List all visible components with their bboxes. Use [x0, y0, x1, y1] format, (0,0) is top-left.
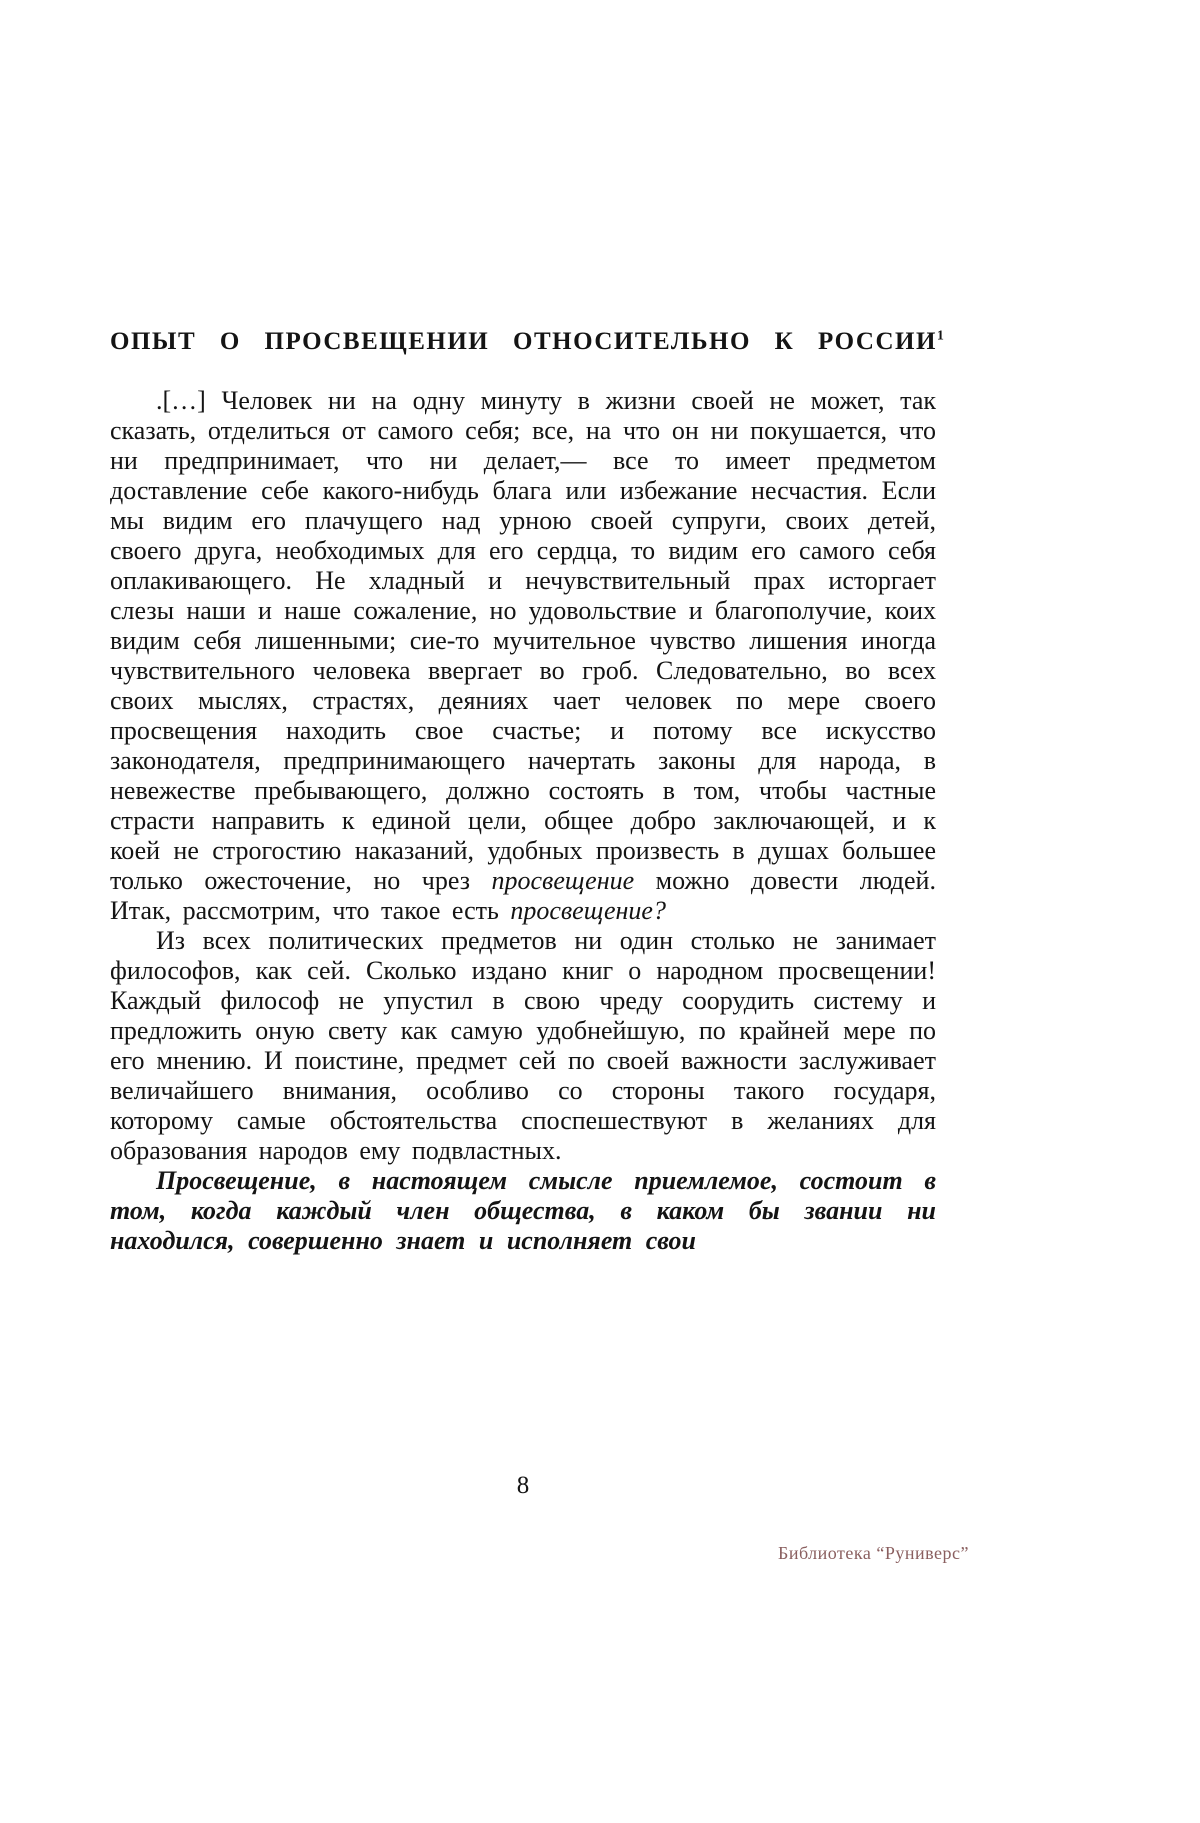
text-block [110, 328, 944, 1256]
text-segment: можно довести людей. Итак, рассмотрим, что такое есть [110, 866, 936, 925]
text-segment: .[…] Человек ни на одну минуту в жизни своей не может, так сказать, отделиться от самого себя; все, на что он ни покушается, что ни предпринимает, что ни делает,— все то имеет предметом доставление себе какого-нибудь блага или избежание несчастия. Если мы видим его плачущего над урною своей супруги, своих детей, своего друга, необходимых для его сердца, то видим его самого себя оплакивающего. Не хладный и нечувствительный прах исторгает слезы наши и наше сожаление, но удовольствие и благополучие, коих видим себя лишенными; сие-то мучительное чувство лишения иногда чувствительного человека ввергает во гроб. Следовательно, во всех своих мыслях, страстях, деяниях чает человек по мере своего просвещения находить свое счастье; и потому все искусство законодателя, предпринимающего начертать законы для народа, в невежестве пребывающего, должно состоять в том, чтобы частные страсти направить к единой цели, общее добро заключающей, и к коей не строгостию наказаний, удобных произвесть в душах большее только ожесточение, но чрез [110, 386, 936, 895]
emphasized-text: просвещение [491, 866, 635, 895]
body-text [110, 386, 936, 1256]
emphasized-text: просвещение? [510, 896, 666, 925]
paragraph [110, 1166, 936, 1256]
footnote-marker: 1 [936, 328, 944, 344]
page-number: 8 [516, 1472, 530, 1499]
paragraph [110, 386, 936, 926]
page-title [110, 328, 944, 356]
text-segment: Просвещение, в настоящем смысле приемлемое, состоит в том, когда каждый член общества, в каком бы звании ни находился, совершенно знает и исполняет свои [110, 1166, 936, 1255]
text-segment: Из всех политических предметов ни один столько не занимает философов, как сей. Сколько издано книг о народном просвещении! Каждый философ не упустил в свою чреду соорудить систему и предложить оную свету как самую удобнейшую, по крайней мере по его мнению. И поистине, предмет сей по своей важности заслуживает величайшего внимания, особливо со стороны такого государя, которому самые обстоятельства споспешествуют в желаниях для образования народов ему подвластных. [110, 926, 936, 1165]
page-title-text: ОПЫТ О ПРОСВЕЩЕНИИ ОТНОСИТЕЛЬНО К РОССИИ [110, 328, 937, 355]
paragraph [110, 926, 936, 1166]
library-watermark: Библиотека “Руниверс” [778, 1543, 970, 1563]
